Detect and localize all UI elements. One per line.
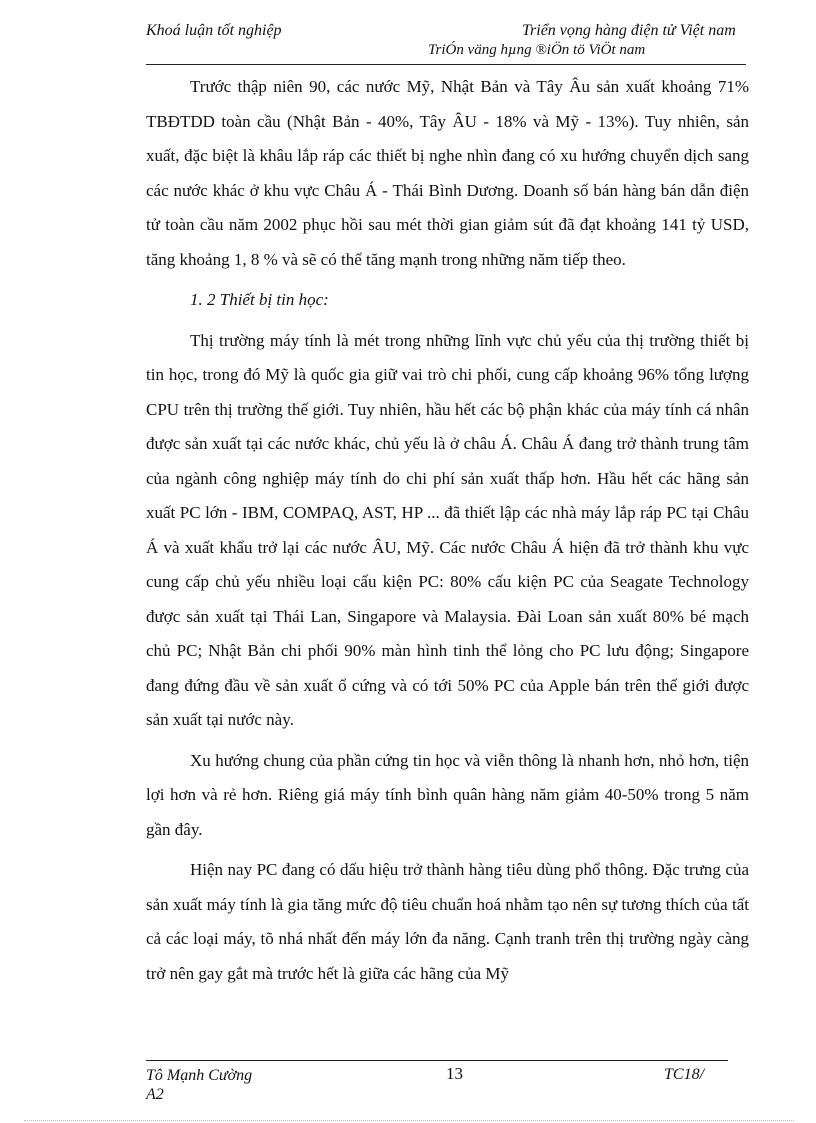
header-left-title: Khoá luận tốt nghiệp [146, 22, 282, 39]
bottom-border [24, 1120, 794, 1121]
footer-author: Tô Mạnh Cường [146, 1067, 253, 1084]
paragraph: Trước thập niên 90, các nước Mỹ, Nhật Bản và Tây Âu sản xuất khoảng 71% TBĐTDD toàn cầu (Nhật Bản - 40%, Tây ÂU - 18% và Mỹ - 13%). Tuy nhiên, sản xuất, đặc biệt là khâu lắp ráp các thiết bị nghe nhìn đang có xu hướng chuyển dịch sang các nước khác ở khu vực Châu Á - Thái Bình Dương. Doanh số bán hàng bán dẫn điện tử toàn cầu năm 2002 phục hồi sau mét thời gian giảm sút đã đạt khoảng 141 tỷ USD, tăng khoảng 1, 8 % và sẽ có thể tăng mạnh trong những năm tiếp theo. [146, 77, 749, 269]
header-right-title: Triển vọng hàng điện tử Việt nam [522, 22, 736, 39]
footer-divider [146, 1060, 728, 1061]
body-text [146, 70, 749, 991]
header-right-garbled-title: TriÓn väng hµng ®iÖn tö ViÖt nam [428, 42, 646, 58]
paragraph: Hiện nay PC đang có dấu hiệu trở thành hàng tiêu dùng phổ thông. Đặc trưng của sản xuất máy tính là gia tăng mức độ tiêu chuẩn hoá nhằm tạo nên sự tương thích của tất cả các loại máy, tõ nhá nhất đến máy lớn đa năng. Cạnh tranh trên thị trường ngày càng trở nên gay gắt mà trước hết là giữa các hãng của Mỹ [146, 860, 749, 983]
header-divider [146, 64, 746, 65]
section-heading: 1. 2 Thiết bị tin học: [190, 290, 329, 309]
footer-class-code: TC18/ [664, 1066, 705, 1083]
footer-class-code-2: A2 [146, 1086, 164, 1103]
paragraph: Xu hướng chung của phần cứng tin học và viễn thông là nhanh hơn, nhỏ hơn, tiện lợi hơn và rẻ hơn. Riêng giá máy tính bình quân hàng năm giảm 40-50% trong 5 năm gần đây. [146, 750, 749, 839]
paragraph: Thị trường máy tính là mét trong những lĩnh vực chủ yếu của thị trường thiết bị tin học, trong đó Mỹ là quốc gia giữ vai trò chi phối, cung cấp khoảng 96% tổng lượng CPU trên thị trường thế giới. Tuy nhiên, hầu hết các bộ phận khác của máy tính cá nhân được sản xuất tại các nước khác, chủ yếu là ở châu Á. Châu Á đang trở thành trung tâm của ngành công nghiệp máy tính do chi phí sản xuất thấp hơn. Hầu hết các hãng sản xuất PC lớn - IBM, COMPAQ, AST, HP ... đã thiết lập các nhà máy lắp ráp PC tại Châu Á và xuất khẩu trở lại các nước ÂU, Mỹ. Các nước Châu Á hiện đã trở thành khu vực cung cấp chủ yếu nhiều loại cấu kiện PC: 80% cấu kiện PC của Seagate Technology được sản xuất tại Thái Lan, Singapore và Malaysia. Đài Loan sản xuất 80% bé mạch chủ PC; Nhật Bản chi phối 90% màn hình tinh thể lỏng cho PC lưu động; Singapore đang đứng đầu về sản xuất ổ cứng và có tới 50% PC của Apple bán trên thế giới được sản xuất tại nước này. [146, 330, 749, 729]
page-number: 13 [446, 1064, 463, 1083]
